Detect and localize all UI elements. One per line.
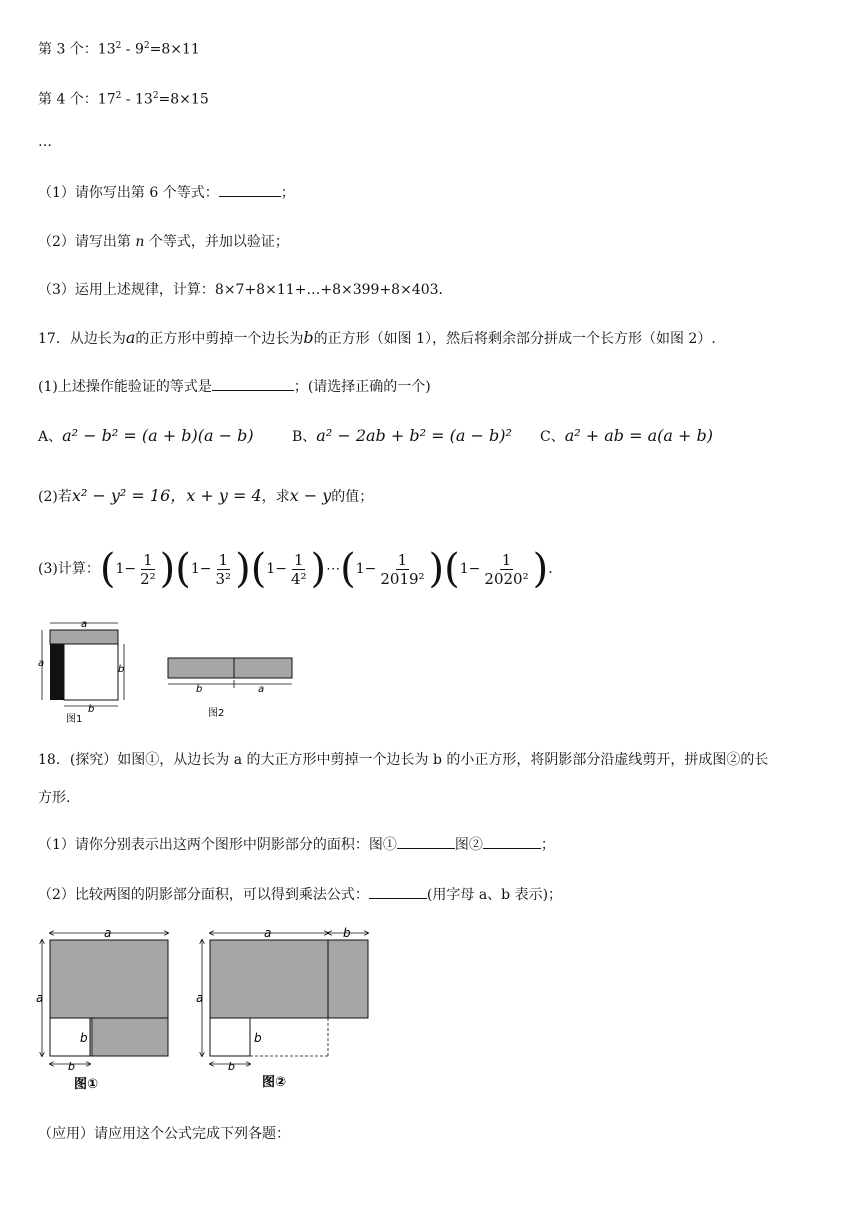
- right-paren: ): [235, 546, 251, 592]
- product-factor: [444, 544, 548, 594]
- option-formula: a² − b² = (a + b)(a − b): [62, 426, 254, 445]
- option-label: B、: [292, 429, 317, 445]
- option-label: A、: [38, 429, 63, 445]
- one-minus: 1−: [266, 561, 287, 577]
- option-b[interactable]: [292, 426, 512, 447]
- text: (1)上述操作能验证的等式是: [38, 379, 212, 395]
- answer-blank[interactable]: [212, 376, 294, 391]
- period: ．: [548, 561, 563, 577]
- left-paren: (: [250, 546, 267, 592]
- figure-circled-1: [36, 926, 168, 1092]
- ellipsis: …: [38, 134, 52, 150]
- right-paren: ): [532, 546, 549, 592]
- answer-blank[interactable]: [219, 182, 281, 197]
- text: ；: [280, 185, 295, 201]
- problem-18-stem-cont: 方形.: [38, 790, 71, 806]
- denominator: 2019²: [380, 569, 425, 588]
- denominator: 3²: [215, 569, 232, 588]
- left-paren: (: [340, 546, 356, 592]
- option-c[interactable]: [540, 426, 713, 447]
- label-a: a: [264, 926, 272, 940]
- label-b: b: [88, 704, 95, 715]
- label-b: b: [68, 1060, 75, 1073]
- one-minus: 1−: [190, 561, 212, 577]
- label-b: b: [228, 1060, 235, 1073]
- denominator: 2²: [140, 569, 156, 588]
- label-a: a: [196, 991, 204, 1005]
- text: =8×11: [149, 41, 200, 58]
- label-b: b: [254, 1031, 262, 1045]
- removed-strip: [50, 630, 118, 644]
- right-paren: ): [428, 546, 445, 592]
- text: 图②: [454, 837, 483, 853]
- question-1: [38, 182, 295, 203]
- answer-blank-fig1[interactable]: [397, 834, 455, 849]
- figure-circled-2-caption: 图②: [262, 1075, 287, 1090]
- fraction: [482, 551, 530, 588]
- label-a: a: [104, 926, 112, 940]
- text: 17．从边长为: [38, 331, 126, 347]
- text: 的值；: [331, 489, 374, 505]
- text: （2）比较两图的阴影部分面积，可以得到乘法公式：: [38, 887, 369, 903]
- problem-18-figures: [34, 924, 384, 1092]
- label-a: a: [258, 684, 265, 695]
- text: (3)计算：: [38, 561, 100, 577]
- problem-17-stem: [38, 328, 716, 349]
- answer-blank-formula[interactable]: [369, 884, 427, 899]
- left-paren: (: [99, 546, 116, 592]
- condition-formula: x² − y² = 16，x + y = 4: [71, 486, 262, 505]
- variable-a: a: [125, 328, 136, 347]
- text: 第 3 个：13: [38, 41, 116, 58]
- option-formula: a² − 2ab + b² = (a − b)²: [316, 426, 512, 445]
- fraction: [138, 551, 158, 588]
- option-label: C、: [540, 429, 565, 445]
- problem-17-q3: [38, 544, 562, 594]
- one-minus: 1−: [459, 561, 481, 577]
- product-factor: [340, 544, 444, 594]
- one-minus: 1−: [355, 561, 377, 577]
- left-paren: (: [175, 546, 191, 592]
- question-2: [38, 232, 289, 252]
- option-formula: a² + ab = a(a + b): [564, 426, 713, 445]
- numerator: 1: [143, 550, 153, 569]
- figure-2-caption: 图2: [208, 708, 225, 719]
- problem-18-q1: [38, 834, 555, 855]
- rectangle: [168, 658, 292, 678]
- text: - 13: [121, 91, 153, 108]
- text: 个等式，并加以验证；: [144, 234, 289, 250]
- question-3: （3）运用上述规律，计算：8×7+8×11+…+8×399+8×403．: [38, 282, 453, 298]
- one-minus: 1−: [115, 561, 137, 577]
- numerator: 1: [218, 550, 229, 569]
- option-a[interactable]: [38, 426, 254, 447]
- target-expression: x − y: [289, 486, 332, 505]
- variable-n: n: [135, 234, 145, 250]
- label-b: b: [196, 684, 203, 695]
- text: - 9: [121, 41, 144, 58]
- denominator: 4²: [290, 569, 307, 588]
- figure-1: [38, 619, 124, 725]
- text: 的正方形中剪掉一个边长为: [135, 331, 304, 347]
- product-factor: [175, 544, 250, 594]
- problem-18-q2: [38, 884, 562, 905]
- problem-18-stem: 18．(探究）如图①，从边长为 a 的大正方形中剪掉一个边长为 b 的小正方形，将阴影部分沿虚线剪开，拼成图②的长: [38, 752, 769, 768]
- numerator: 1: [397, 550, 408, 569]
- application-heading: （应用）请应用这个公式完成下列各题：: [38, 1126, 290, 1142]
- equation-line-4: 第 4 个：$17^2 - 13^2=8\times 15$: [38, 91, 209, 108]
- label-b: b: [80, 1031, 88, 1045]
- figure-circled-2: [196, 926, 368, 1090]
- right-paren: ): [310, 546, 327, 592]
- text: 第 4 个：17: [38, 91, 116, 108]
- text: =8×15: [158, 91, 209, 108]
- text: ；(请选择正确的一个): [293, 379, 431, 395]
- equation-line-3: 第 3 个：$13^2 - 9^2=8\times 11$: [38, 41, 200, 58]
- label-b: b: [118, 664, 125, 675]
- small-square: [64, 644, 118, 700]
- problem-17-figures: [36, 616, 306, 728]
- numerator: 1: [501, 550, 512, 569]
- answer-blank-fig2[interactable]: [483, 834, 541, 849]
- product-expression: [100, 544, 562, 594]
- fraction: [378, 551, 426, 588]
- problem-17-q2: [38, 486, 373, 507]
- fraction: [214, 551, 234, 588]
- product-factor: [251, 544, 326, 594]
- figure-circled-1-caption: 图①: [74, 1077, 99, 1092]
- text: （1）请你写出第 6 个等式：: [38, 185, 219, 201]
- text: 的正方形（如图 1），然后将剩余部分拼成一个长方形（如图 2）.: [313, 331, 716, 347]
- shaded-strip: [50, 644, 64, 700]
- text: (用字母 a、b 表示)；: [426, 887, 563, 903]
- ellipsis: ⋯: [326, 561, 341, 577]
- denominator: 2020²: [484, 569, 529, 588]
- label-a: a: [36, 991, 44, 1005]
- fraction: [289, 551, 309, 588]
- problem-17-q1: [38, 376, 431, 397]
- left-paren: (: [444, 546, 460, 592]
- variable-b: b: [303, 328, 314, 347]
- text: (2)若: [38, 489, 72, 505]
- right-paren: ): [159, 546, 176, 592]
- label-a: a: [38, 658, 45, 669]
- text: （2）请写出第: [38, 234, 136, 250]
- text: ；: [540, 837, 555, 853]
- label-a: a: [81, 619, 88, 630]
- figure-1-caption: 图1: [66, 714, 83, 725]
- figure-2: [168, 658, 292, 719]
- product-factor: [100, 544, 175, 594]
- text: （1）请你分别表示出这两个图形中阴影部分的面积：图①: [38, 837, 397, 853]
- numerator: 1: [293, 550, 304, 569]
- text: ，求: [261, 489, 290, 505]
- label-b: b: [343, 926, 351, 940]
